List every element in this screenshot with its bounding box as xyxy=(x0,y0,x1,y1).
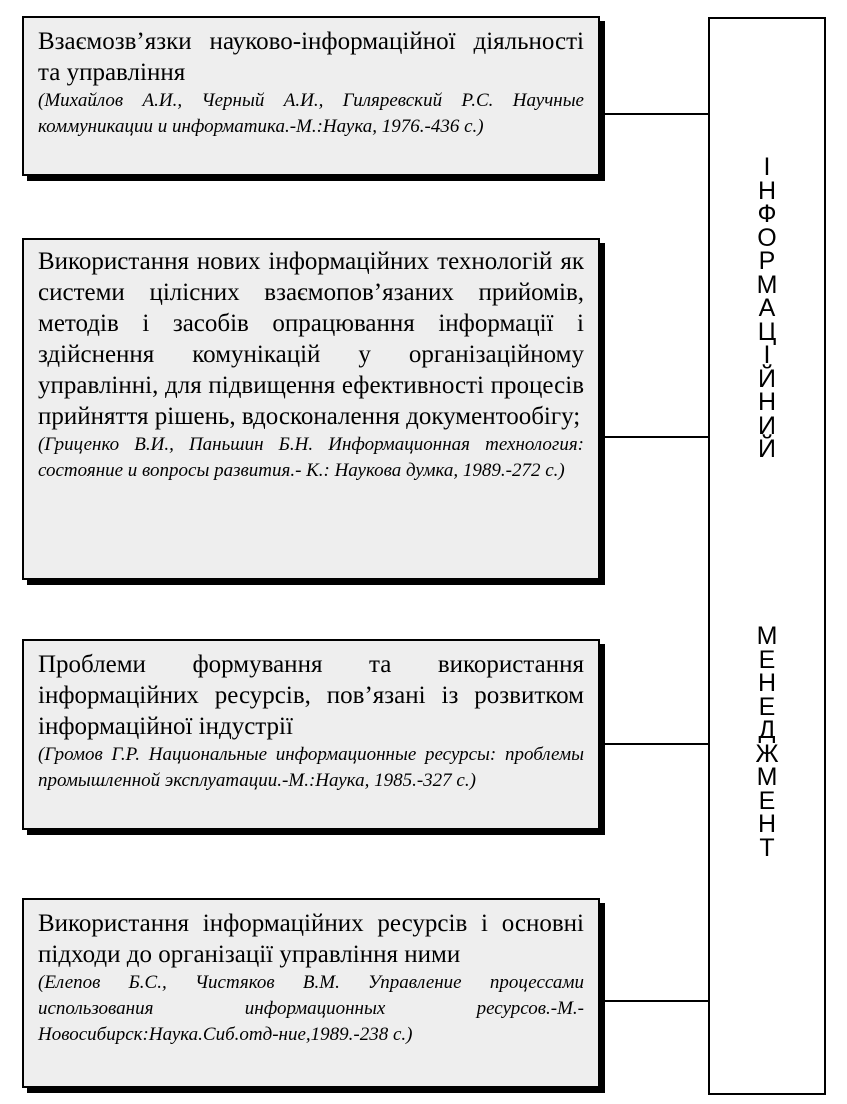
word2-letter-7: М xyxy=(756,763,778,791)
topic-text-2: Використання нових інформаційних технологій як системи цілісних взаємопов’язаних прийомів, методів і засобів опрацювання інформації і здійснення комунікацій у організаційному управлінні, для підвищення ефективності процесів прийняття рішень, вдосконалення документообігу; xyxy=(38,248,584,430)
topic-text-1: Взаємозв’язки науково-інформаційної діяльності та управління xyxy=(38,28,584,86)
topic-citation-4: (Елепов Б.С., Чистяков В.М. Управление процессами использования информационных ресурсов.-М.-Новосибирск:Наука.Сиб.отд-ние,1989.-238 с.) xyxy=(38,972,584,1045)
topic-box-4 xyxy=(22,898,600,1088)
word1-letter-7: А xyxy=(758,294,776,322)
topic-citation-3: (Громов Г.Р. Национальные информационные ресурсы: проблемы промышленной эксплуатации.-М.:Наука, 1985.-327 с.) xyxy=(38,744,584,791)
topic-citation-1: (Михайлов А.И., Черный А.И., Гиляревский Р.С. Научные коммуникации и информатика.-М.:Наука, 1976.-436 с.) xyxy=(38,90,584,137)
connector-4 xyxy=(605,1000,708,1002)
topic-box-1 xyxy=(22,16,600,176)
word2-letter-5: Д xyxy=(758,716,776,744)
connector-2 xyxy=(605,436,708,438)
word1-letter-13: Й xyxy=(758,435,776,463)
vertical-title-word-1 xyxy=(708,153,826,463)
word1-letter-11: Н xyxy=(757,388,777,416)
word2-letter-2: Е xyxy=(758,645,776,674)
topic-box-2 xyxy=(22,238,600,580)
word2-letter-4: Е xyxy=(758,692,776,721)
topic-text-4: Використання інформаційних ресурсів і основні підходи до організації управління ними xyxy=(38,910,584,968)
word1-letter-6: М xyxy=(756,270,778,299)
word1-letter-8: Ц xyxy=(757,317,777,346)
topic-box-3 xyxy=(22,639,600,830)
word2-letter-8: Е xyxy=(758,786,776,815)
word1-letter-5: Р xyxy=(758,247,776,275)
word2-letter-1: М xyxy=(756,622,778,650)
word2-letter-6: Ж xyxy=(755,739,779,768)
word1-letter-3: Ф xyxy=(757,200,777,228)
word1-letter-12: И xyxy=(758,411,776,440)
word2-letter-10: Т xyxy=(759,833,775,862)
word2-letter-9: Н xyxy=(757,810,777,838)
topic-citation-2: (Гриценко В.И., Паньшин Б.Н. Информационная технология: состояние и вопросы развития.- К.: Наукова думка, 1989.-272 с.) xyxy=(38,434,584,481)
word2-letter-3: Н xyxy=(757,669,777,697)
connector-3 xyxy=(605,743,708,745)
word1-letter-10: Й xyxy=(758,364,776,393)
connector-1 xyxy=(605,113,708,115)
word1-letter-2: Н xyxy=(757,176,777,205)
word1-letter-9: І xyxy=(763,341,771,369)
word1-letter-4: О xyxy=(757,223,777,252)
topic-text-3: Проблеми формування та використання інформаційних ресурсів, пов’язані із розвитком інформаційної індустрії xyxy=(38,651,584,740)
vertical-title-word-2 xyxy=(708,622,826,862)
word1-letter-1: І xyxy=(763,153,771,181)
